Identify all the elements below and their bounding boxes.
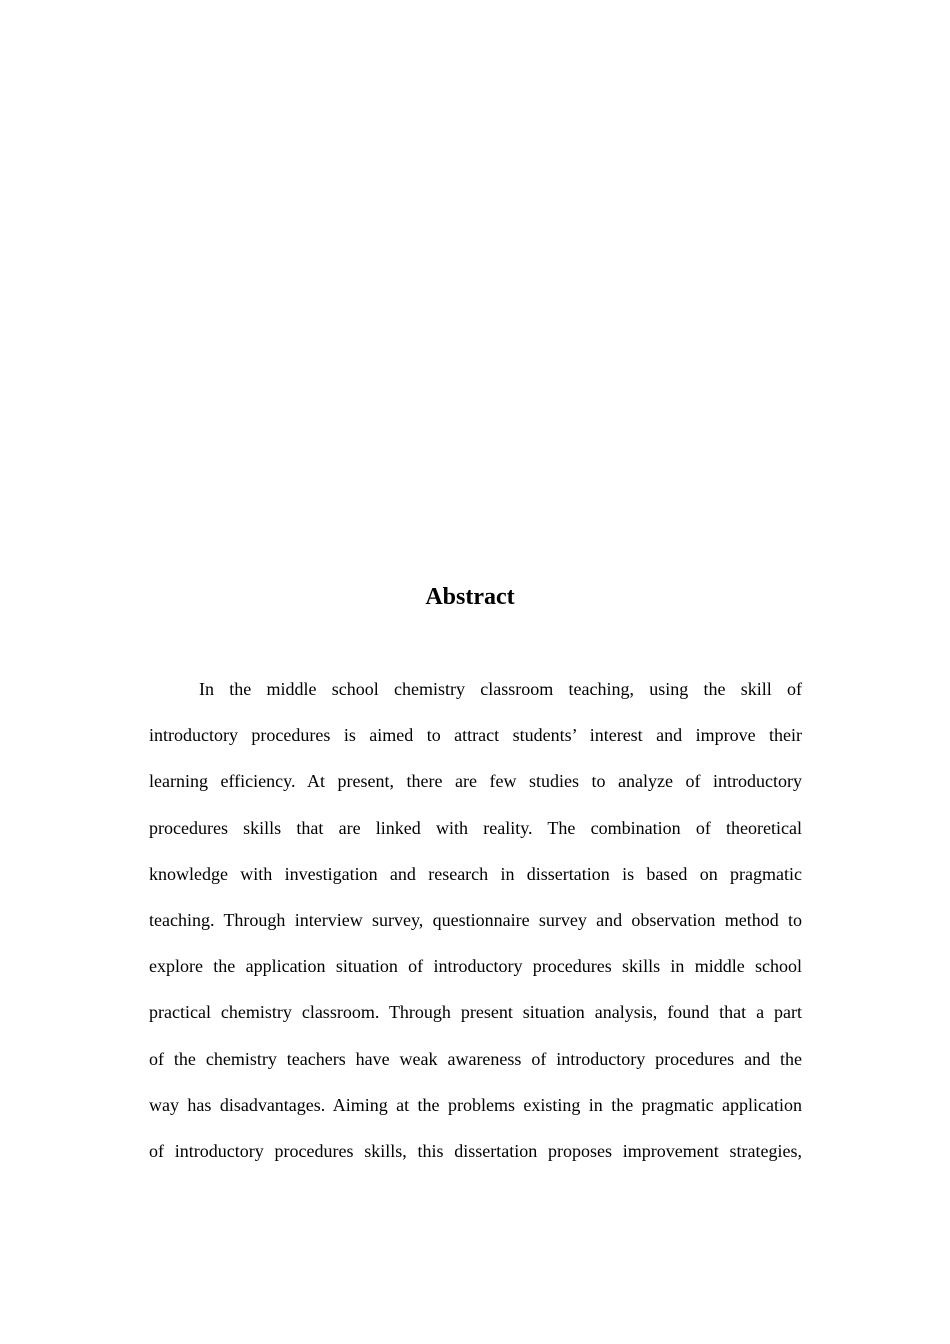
abstract-line: procedures skills that are linked with reality. The combination of theoretical <box>149 817 802 838</box>
abstract-line: explore the application situation of introductory procedures skills in middle school <box>149 956 802 977</box>
abstract-line: way has disadvantages. Aiming at the problems existing in the pragmatic application <box>149 1094 802 1115</box>
abstract-line: teaching. Through interview survey, questionnaire survey and observation method to <box>149 909 802 930</box>
abstract-line: practical chemistry classroom. Through present situation analysis, found that a part <box>149 1002 802 1023</box>
abstract-line: introductory procedures is aimed to attract students’ interest and improve their <box>149 725 802 746</box>
abstract-line: knowledge with investigation and research in dissertation is based on pragmatic <box>149 863 802 884</box>
abstract-body <box>149 674 802 1182</box>
abstract-line: of introductory procedures skills, this dissertation proposes improvement strategies, <box>149 1140 802 1161</box>
abstract-line: of the chemistry teachers have weak awareness of introductory procedures and the <box>149 1048 802 1069</box>
abstract-line: learning efficiency. At present, there are few studies to analyze of introductory <box>149 771 802 792</box>
abstract-heading: Abstract <box>425 584 515 610</box>
abstract-line: In the middle school chemistry classroom teaching, using the skill of <box>199 679 802 699</box>
